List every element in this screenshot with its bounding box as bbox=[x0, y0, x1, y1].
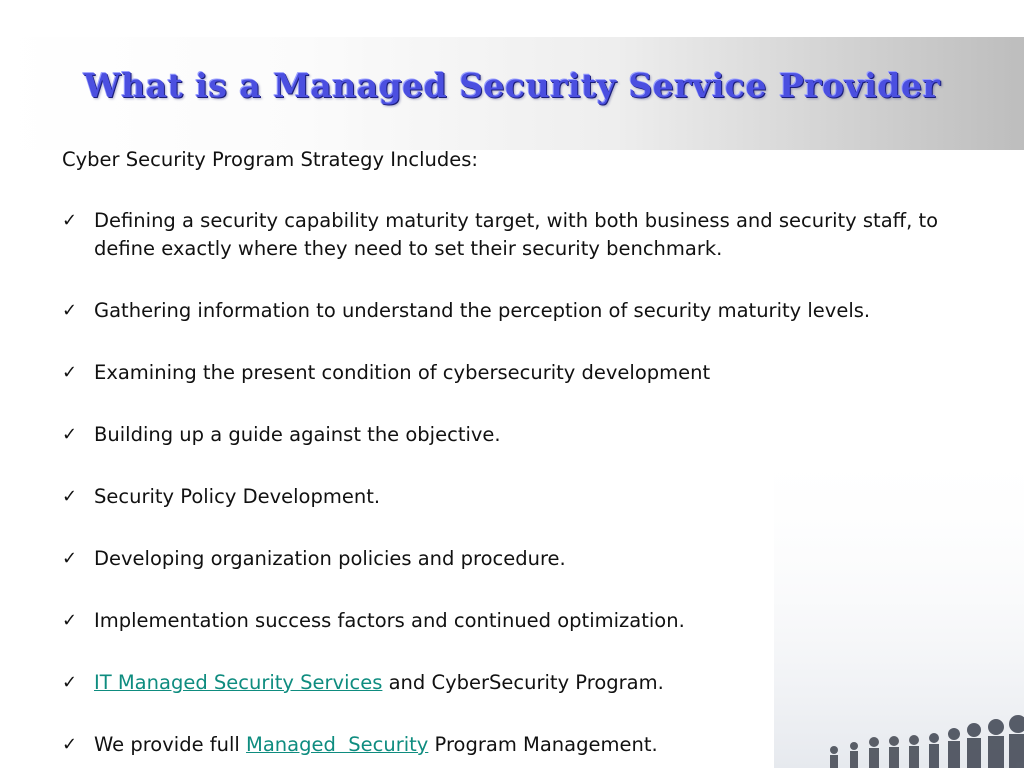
list-item bbox=[62, 421, 962, 449]
check-icon: ✓ bbox=[62, 362, 78, 383]
check-icon: ✓ bbox=[62, 548, 78, 569]
top-margin bbox=[0, 0, 1024, 37]
check-icon: ✓ bbox=[62, 734, 78, 755]
check-icon: ✓ bbox=[62, 210, 78, 231]
list-item-text: Examining the present condition of cybersecurity development bbox=[94, 361, 711, 384]
list-item bbox=[62, 359, 962, 387]
list-item-text: Security Policy Development. bbox=[94, 485, 381, 508]
list-item bbox=[62, 607, 962, 635]
check-icon: ✓ bbox=[62, 610, 78, 631]
managed-security-link[interactable]: Managed Security bbox=[246, 733, 429, 756]
list-item bbox=[62, 731, 962, 759]
list-item bbox=[62, 207, 962, 263]
slide-body bbox=[62, 146, 962, 759]
list-item bbox=[62, 545, 962, 573]
list-item-text: and CyberSecurity Program. bbox=[382, 671, 664, 694]
list-item-text: Implementation success factors and continued optimization. bbox=[94, 609, 685, 632]
it-managed-security-services-link[interactable]: IT Managed Security Services bbox=[94, 671, 383, 694]
strategy-list bbox=[62, 207, 962, 759]
list-item-text: We provide full bbox=[94, 733, 247, 756]
list-item-text: Developing organization policies and procedure. bbox=[94, 547, 566, 570]
list-item-text: Program Management. bbox=[428, 733, 658, 756]
check-icon: ✓ bbox=[62, 300, 78, 321]
check-icon: ✓ bbox=[62, 486, 78, 507]
slide-title: What is a Managed Security Service Provider bbox=[83, 66, 941, 105]
list-item bbox=[62, 297, 962, 325]
list-item-text: Defining a security capability maturity target, with both business and security staff, to define exactly where they need to set their security benchmark. bbox=[94, 209, 939, 260]
list-item bbox=[62, 669, 962, 697]
intro-text: Cyber Security Program Strategy Includes: bbox=[62, 148, 478, 171]
list-item bbox=[62, 483, 962, 511]
list-item-text: Gathering information to understand the perception of security maturity levels. bbox=[94, 299, 871, 322]
list-item-text: Building up a guide against the objective. bbox=[94, 423, 501, 446]
check-icon: ✓ bbox=[62, 424, 78, 445]
check-icon: ✓ bbox=[62, 672, 78, 693]
